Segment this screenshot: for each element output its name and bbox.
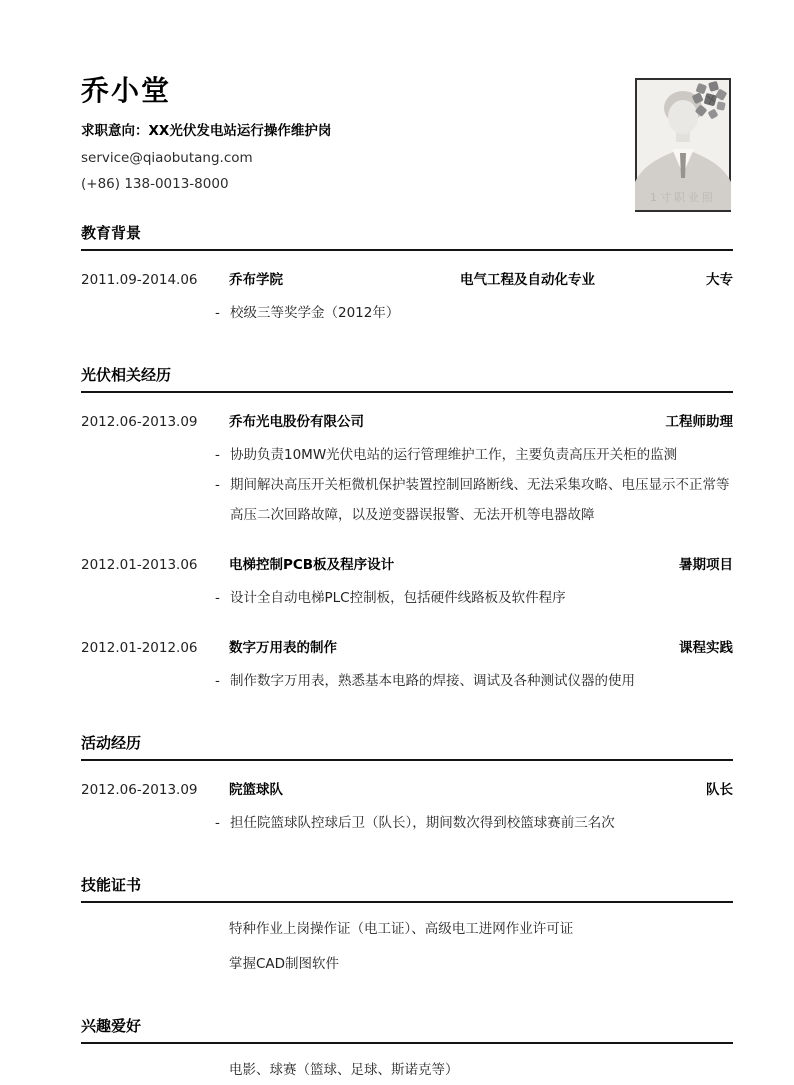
bullet-dash: - — [215, 447, 220, 463]
section-title-skills: 技能证书 — [81, 876, 733, 903]
company-name: 乔布光电股份有限公司 — [229, 414, 364, 430]
interest-line: 电影、球赛（篮球、足球、斯诺克等） — [229, 1062, 459, 1078]
photo-caption: 1寸职业照 — [650, 191, 716, 204]
bullet-dash: - — [215, 815, 220, 831]
section-education — [81, 224, 733, 328]
section-title-activities: 活动经历 — [81, 734, 733, 761]
job-objective: 求职意向：XX光伏发电站运行操作维护岗 — [81, 123, 332, 139]
project-name: 电梯控制PCB板及程序设计 — [229, 557, 395, 573]
activity-entry — [81, 780, 733, 838]
experience-entry — [81, 638, 733, 696]
section-title-education: 教育背景 — [81, 224, 733, 251]
role-label: 工程师助理 — [665, 414, 733, 430]
role-label: 课程实践 — [679, 640, 733, 656]
bullet-dash: - — [215, 590, 220, 606]
email-text: service@qiaobutang.com — [81, 150, 253, 166]
section-experience — [81, 366, 733, 696]
skill-line: 掌握CAD制图软件 — [229, 956, 340, 972]
bullet-item: - 期间解决高压开关柜微机保护装置控制回路断线、无法采集攻略、电压显示不正常等高压二次回路故障，以及逆变器误报警、无法开机等电器故障 — [215, 470, 733, 530]
school-name: 乔布学院 — [229, 272, 283, 288]
bullet-item: - 制作数字万用表，熟悉基本电路的焊接、调试及各种测试仪器的使用 — [215, 666, 733, 696]
activity-name: 院篮球队 — [229, 782, 283, 798]
role-label: 队长 — [706, 782, 733, 798]
section-skills — [81, 876, 733, 979]
section-activities — [81, 734, 733, 838]
bullet-item: - 设计全自动电梯PLC控制板，包括硬件线路板及软件程序 — [215, 583, 733, 613]
education-entry-head — [81, 270, 733, 290]
experience-entry — [81, 412, 733, 530]
entry-date: 2011.09-2014.06 — [81, 272, 198, 288]
entry-date: 2012.06-2013.09 — [81, 782, 198, 798]
entry-date: 2012.01-2013.06 — [81, 557, 198, 573]
person-silhouette-icon — [637, 80, 729, 210]
section-interests — [81, 1017, 733, 1085]
bullet-dash: - — [215, 673, 220, 689]
profile-photo — [635, 78, 731, 212]
section-title-interests: 兴趣爱好 — [81, 1017, 733, 1044]
bullet-dash: - — [215, 305, 220, 321]
bullet-item: - 协助负责10MW光伏电站的运行管理维护工作，主要负责高压开关柜的监测 — [215, 440, 733, 470]
major-name: 电气工程及自动化专业 — [460, 272, 595, 288]
entry-date: 2012.01-2012.06 — [81, 640, 198, 656]
bullet-dash: - — [215, 477, 220, 493]
experience-entry — [81, 555, 733, 613]
education-bullets — [215, 298, 733, 328]
section-title-experience: 光伏相关经历 — [81, 366, 733, 393]
role-label: 暑期项目 — [679, 557, 733, 573]
candidate-name: 乔小堂 — [81, 74, 172, 107]
degree-label: 大专 — [706, 272, 733, 288]
bullet-item: - 校级三等奖学金（2012年） — [215, 298, 733, 328]
project-name: 数字万用表的制作 — [229, 640, 337, 656]
skill-line: 特种作业上岗操作证（电工证）、高级电工进网作业许可证 — [229, 921, 574, 937]
phone-text: (+86) 138-0013-8000 — [81, 176, 229, 192]
education-entry — [81, 270, 733, 328]
bullet-item: - 担任院篮球队控球后卫（队长），期间数次得到校篮球赛前三名次 — [215, 808, 733, 838]
entry-date: 2012.06-2013.09 — [81, 414, 198, 430]
